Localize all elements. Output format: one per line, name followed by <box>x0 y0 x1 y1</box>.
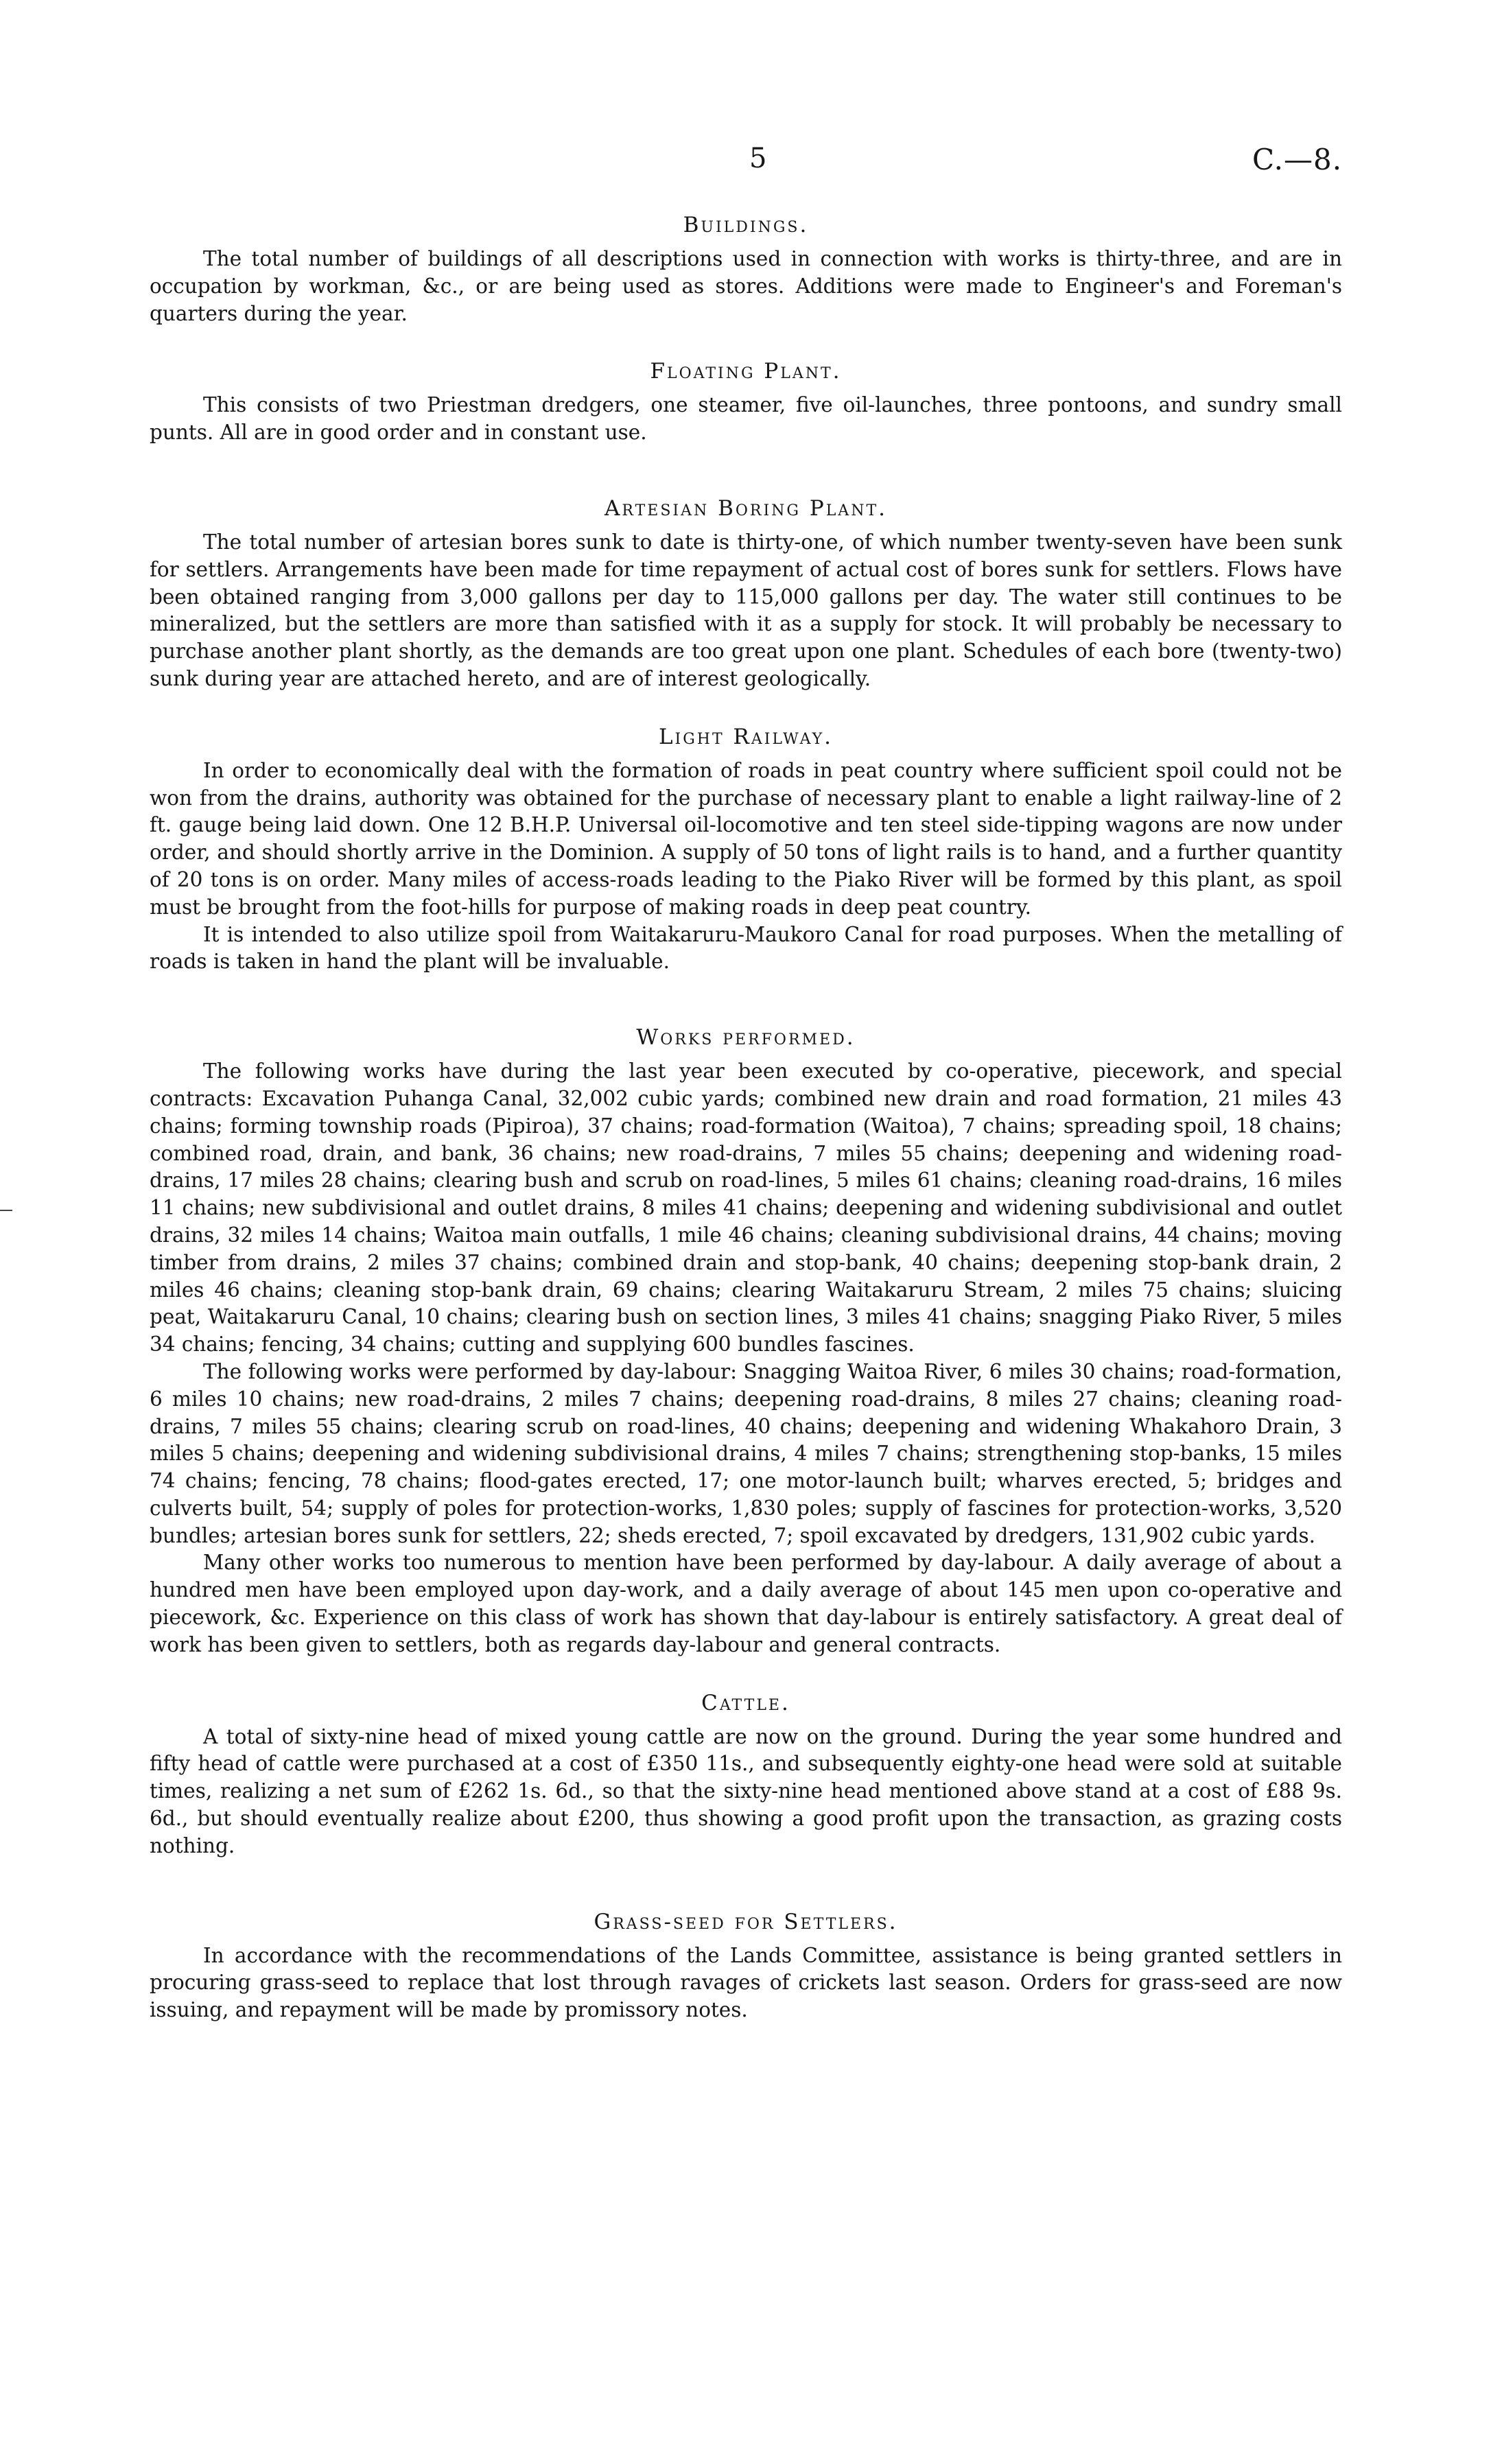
paragraph: The total number of buildings of all descriptions used in connection with works is thirty-three, and are in occupation by workman, &c., or are being used as stores. Additions were made to Engineer's and Foreman's quarters during the year. <box>150 247 1342 325</box>
paragraph: A total of sixty-nine head of mixed young cattle are now on the ground. During the year some hundred and fifty head of cattle were purchased at a cost of £350 11s., and subsequently eighty-one head were sold at suitable times, realizing a net sum of £262 1s. 6d., so that the sixty-nine head mentioned above stand at a cost of £88 9s. 6d., but should eventually realize about £200, thus showing a good profit upon the transaction, as grazing costs nothing. <box>150 1724 1342 1857</box>
section-heading: Works performed. <box>636 1025 856 1051</box>
document-reference: C.—8. <box>1252 143 1343 176</box>
section-cattle <box>150 1689 1342 1860</box>
section-floating-plant <box>150 357 1342 447</box>
paragraph: The following works were performed by day-labour: Snagging Waitoa River, 6 miles 30 chains; road-formation, 6 miles 10 chains; new road-drains, 2 miles 7 chains; deepening road-drains, 8 miles 27 chains; cleaning road-drains, 7 miles 55 chains; clearing scrub on road-lines, 40 chains; deepening and widening Whakahoro Drain, 3 miles 5 chains; deepening and widening subdivisional drains, 4 miles 7 chains; strengthening stop-banks, 15 miles 74 chains; fencing, 78 chains; flood-gates erected, 17; one motor-launch built; wharves erected, 5; bridges and culverts built, 54; supply of poles for protection-works, 1,830 poles; supply of fascines for protection-works, 3,520 bundles; artesian bores sunk for settlers, 22; sheds erected, 7; spoil excavated by dredgers, 131,902 cubic yards. <box>150 1359 1342 1547</box>
section-heading: Grass-seed for Settlers. <box>594 1909 898 1934</box>
section-artesian-boring-plant <box>150 495 1342 693</box>
paragraph: This consists of two Priestman dredgers, one steamer, five oil-launches, three pontoons, and sundry small punts. All are in good order and in constant use. <box>150 393 1342 445</box>
page-body <box>150 211 1342 2024</box>
section-heading: Buildings. <box>683 213 809 237</box>
section-heading: Artesian Boring Plant. <box>604 495 887 521</box>
section-light-railway <box>150 723 1342 976</box>
section-works-performed <box>150 1024 1342 1659</box>
section-heading: Cattle. <box>701 1690 790 1715</box>
paragraph: It is intended to also utilize spoil from Waitakaruru-Maukoro Canal for road purposes. When the metalling of roads is taken in hand the plant will be invaluable. <box>150 922 1342 974</box>
paragraph: In accordance with the recommendations of the Lands Committee, assistance is being granted settlers in procuring grass-seed to replace that lost through ravages of crickets last season. Orders for grass-seed are now issuing, and repayment will be made by promissory notes. <box>150 1943 1342 2022</box>
paragraph: In order to economically deal with the formation of roads in peat country where sufficient spoil could not be won from the drains, authority was obtained for the purchase of necessary plant to enable a light railway-line of 2 ft. gauge being laid down. One 12 B.H.P. Universal oil-locomotive and ten steel side-tipping wagons are now under order, and should shortly arrive in the Dominion. A supply of 50 tons of light rails is to hand, and a further quantity of 20 tons is on order. Many miles of access-roads leading to the Piako River will be formed by this plant, as spoil must be brought from the foot-hills for purpose of making roads in deep peat country. <box>150 758 1342 919</box>
page-number: 5 <box>749 143 767 174</box>
margin-mark <box>0 1210 12 1211</box>
paragraph: The total number of artesian bores sunk to date is thirty-one, of which number twenty-seven have been sunk for settlers. Arrangements have been made for time repayment of actual cost of bores sunk for settlers. Flows have been obtained ranging from 3,000 gallons per day to 115,000 gallons per day. The water still continues to be mineralized, but the settlers are more than satisfied with it as a supply for stock. It will probably be necessary to purchase another plant shortly, as the demands are too great upon one plant. Schedules of each bore (twenty-two) sunk during year are attached hereto, and are of interest geologically. <box>150 530 1342 690</box>
paragraph: Many other works too numerous to mention have been performed by day-labour. A daily average of about a hundred men have been employed upon day-work, and a daily average of about 145 men upon co-operative and piecework, &c. Experience on this class of work has shown that day-labour is entirely satisfactory. A great deal of work has been given to settlers, both as regards day-labour and general contracts. <box>150 1551 1342 1656</box>
section-buildings <box>150 211 1342 327</box>
section-heading: Light Railway. <box>658 724 834 749</box>
section-heading: Floating Plant. <box>650 359 842 384</box>
paragraph: The following works have during the last year been executed by co-operative, piecework, and special contracts: Excavation Puhanga Canal, 32,002 cubic yards; combined new drain and road formation, 21 miles 43 chains; forming township roads (Pipiroa), 37 chains; road-formation (Waitoa), 7 chains; spreading spoil, 18 chains; combined road, drain, and bank, 36 chains; new road-drains, 7 miles 55 chains; deepening and widening road-drains, 17 miles 28 chains; clearing bush and scrub on road-lines, 5 miles 61 chains; cleaning road-drains, 16 miles 11 chains; new subdivisional and outlet drains, 8 miles 41 chains; deepening and widening subdivisional and outlet drains, 32 miles 14 chains; Waitoa main outfalls, 1 mile 46 chains; cleaning subdivisional drains, 44 chains; moving timber from drains, 2 miles 37 chains; combined drain and stop-bank, 40 chains; deepening stop-bank drain, 2 miles 46 chains; cleaning stop-bank drain, 69 chains; clearing Waitakaruru Stream, 2 miles 75 chains; sluicing peat, Waitakaruru Canal, 10 chains; clearing bush on section lines, 3 miles 41 chains; snagging Piako River, 5 miles 34 chains; fencing, 34 chains; cutting and supplying 600 bundles fascines. <box>150 1059 1342 1357</box>
section-grass-seed-for-settlers <box>150 1908 1342 2024</box>
